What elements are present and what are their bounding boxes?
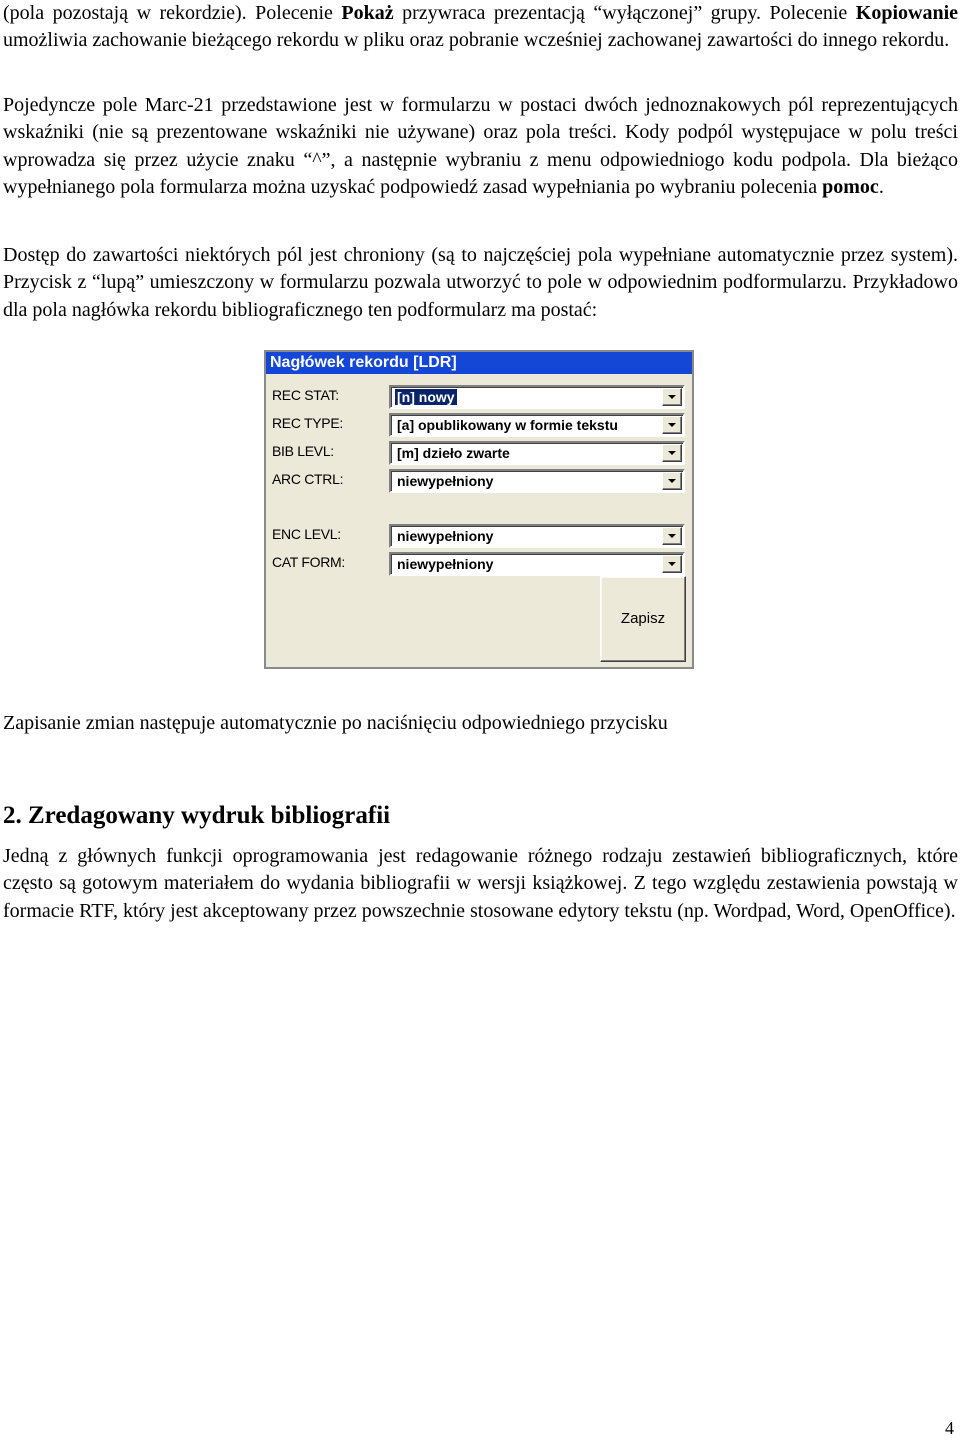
field-row-cat-form	[266, 552, 692, 578]
bib-levl-select[interactable]	[389, 441, 685, 465]
page-number: 4	[945, 1418, 954, 1438]
text-span: Pojedyncze pole Marc-21 przedstawione jest w formularzu w postaci dwóch jednoznakowych pól reprezentujących wskaźniki (nie są prezentowane wskaźniki nie używane) oraz pola treści. Kody podpól występujace w polu treści wprowadza się przez użycie znaku “^”, a następnie wybraniu z menu odpowiedniogo kodu podpola. Dla bieżąco wypełnianego pola formularza można uzyskać podpowiedź zasad wypełniania po wybraniu polecenia	[3, 94, 958, 198]
select-value: [n] nowy	[397, 389, 455, 405]
paragraph-marc-fields	[3, 92, 958, 201]
dropdown-button[interactable]	[662, 555, 682, 573]
field-label: BIB LEVL:	[272, 443, 334, 459]
section-heading: 2. Zredagowany wydruk bibliografii	[3, 802, 391, 829]
arc-ctrl-select[interactable]	[389, 469, 685, 493]
dropdown-button[interactable]	[662, 444, 682, 462]
chevron-down-icon	[668, 534, 676, 538]
chevron-down-icon	[668, 423, 676, 427]
field-label: ARC CTRL:	[272, 471, 344, 487]
dropdown-button[interactable]	[662, 388, 682, 406]
select-value: niewypełniony	[397, 556, 494, 572]
select-value: niewypełniony	[397, 528, 494, 544]
paragraph-save-note: Zapisanie zmian następuje automatycznie po naciśnięciu odpowiedniego przycisku	[3, 712, 668, 734]
field-row-bib-levl	[266, 441, 692, 467]
field-label: REC TYPE:	[272, 415, 343, 431]
chevron-down-icon	[668, 479, 676, 483]
select-value: [m] dzieło zwarte	[397, 445, 510, 461]
paragraph-protected-fields: Dostęp do zawartości niektórych pól jest chroniony (są to najczęściej pola wypełniane automatycznie przez system). Przycisk z “lupą” umieszczony w formularzu pozwala utworzyć to pole w odpowiednim podformularzu. Przykładowo dla pola nagłówka rekordu bibliograficznego ten podformularz ma postać:	[3, 244, 958, 321]
cat-form-select[interactable]	[389, 552, 685, 576]
dropdown-button[interactable]	[662, 472, 682, 490]
text-span: (pola pozostają w rekordzie). Polecenie	[3, 2, 342, 24]
field-label: REC STAT:	[272, 387, 339, 403]
field-row-rec-type	[266, 413, 692, 439]
field-row-enc-levl	[266, 524, 692, 550]
chevron-down-icon	[668, 395, 676, 399]
chevron-down-icon	[668, 562, 676, 566]
command-pomoc: pomoc	[822, 175, 879, 198]
text-span: umożliwia zachowanie bieżącego rekordu w pliku oraz pobranie wcześniej zachowanej zawartości do innego rekordu.	[3, 29, 950, 52]
select-value: [a] opublikowany w formie tekstu	[397, 417, 618, 433]
text-span: .	[878, 175, 884, 198]
select-value: niewypełniony	[397, 473, 494, 489]
paragraph-bibliography: Jedną z głównych funkcji oprogramowania jest redagowanie różnego rodzaju zestawień bibliograficznych, które często są gotowym materiałem do wydania bibliografii w wersji książkowej. Z tego względu zestawienia powstają w formacie RTF, który jest akceptowany przez powszechnie stosowane edytory tekstu (np. Wordpad, Word, OpenOffice).	[3, 845, 958, 922]
command-pokaz: Pokaż	[341, 2, 394, 24]
rec-type-select[interactable]	[389, 413, 685, 437]
paragraph-commands	[3, 0, 958, 55]
field-label: CAT FORM:	[272, 554, 346, 570]
save-button[interactable]: Zapisz	[600, 576, 686, 662]
chevron-down-icon	[668, 451, 676, 455]
rec-stat-select[interactable]	[389, 385, 685, 409]
command-kopiowanie: Kopiowanie	[855, 2, 959, 24]
dialog-title: Nagłówek rekordu [LDR]	[266, 352, 692, 374]
enc-levl-select[interactable]	[389, 524, 685, 548]
field-row-arc-ctrl	[266, 469, 692, 495]
leader-dialog	[264, 350, 694, 669]
dropdown-button[interactable]	[662, 527, 682, 545]
field-row-rec-stat	[266, 385, 692, 411]
text-span: przywraca prezentacją “wyłączonej” grupy. Polecenie	[393, 2, 856, 24]
dropdown-button[interactable]	[662, 416, 682, 434]
field-label: ENC LEVL:	[272, 526, 341, 542]
